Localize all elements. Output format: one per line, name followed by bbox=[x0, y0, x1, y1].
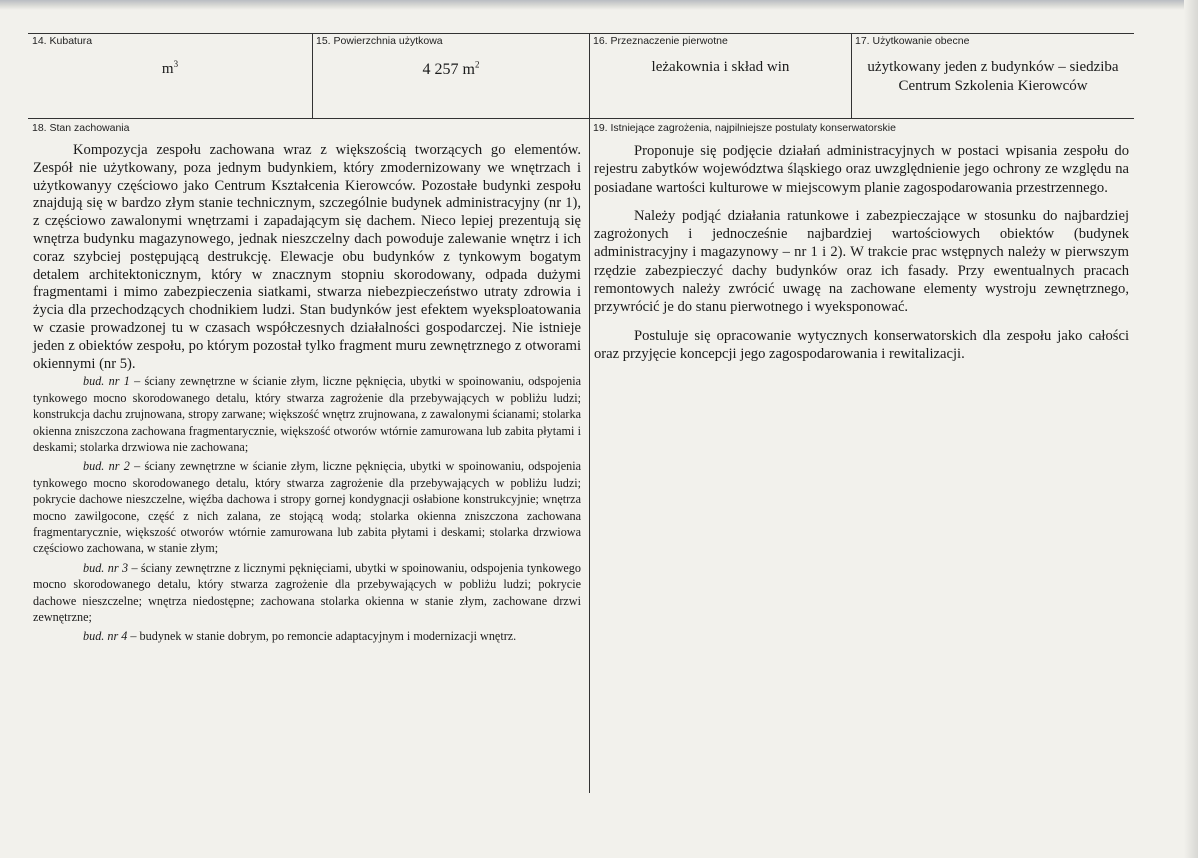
field-17-label: 17. Użytkowanie obecne bbox=[855, 35, 970, 47]
field-17-value-line1: użytkowany jeden z budynków – siedziba bbox=[867, 59, 1119, 75]
field-16-label: 16. Przeznaczenie pierwotne bbox=[593, 35, 728, 47]
field-17-value-line2: Centrum Szkolenia Kierowców bbox=[898, 78, 1088, 94]
scan-right-edge bbox=[1184, 0, 1198, 858]
top-border bbox=[28, 33, 1134, 34]
header-bottom-border bbox=[28, 118, 1134, 119]
field-14-label: 14. Kubatura bbox=[32, 35, 93, 47]
postulate-paragraph-3: Postuluje się opracowanie wytycznych konserwatorskich dla zespołu jako całości oraz przyjęcie koncepcji jego zagospodarowania i rewitalizacji. bbox=[594, 327, 1129, 362]
field-15-value: 4 257 $m^2$ bbox=[422, 59, 480, 78]
building-4-condition: bud. nr 4 – budynek w stanie dobrym, po remoncie adaptacyjnym i modernizacji wnętrz. bbox=[83, 629, 517, 644]
postulate-paragraph-1: Proponuje się podjęcie działań administracyjnych w postaci wpisania zespołu do rejestru zabytków województwa śląskiego oraz uwzględnienie jego ochrony ze względu na posiadane wartości kulturowe w miejscowym planie zagospodarowania przestrzennego. bbox=[594, 143, 1129, 196]
building-1-name: bud. nr 1 bbox=[83, 374, 130, 389]
scan-top-edge bbox=[0, 0, 1198, 10]
field-18-content bbox=[33, 142, 581, 645]
building-1-condition: bud. nr 1 – ściany zewnętrzne w ścianie złym, liczne pęknięcia, ubytki w spoinowaniu, odspojenia tynkowego mocno skorodowanego detalu, który stwarza zagrożenie dla przebywających w pobliżu ludzi; konstrukcja dachu zrujnowana, stropy zarwane; większość wnętrz zrujnowana, z zawalonymi ścianami; stolarka okienna zniszczona zachowana fragmentarycznie, większość otworów wtórnie zamurowana lub zabita płytami i deskami; stolarka drzwiowa nie zachowana; bbox=[33, 374, 581, 454]
field-14-value: $m^3$ bbox=[161, 59, 179, 77]
building-2-name: bud. nr 2 bbox=[83, 459, 130, 474]
building-3-name: bud. nr 3 bbox=[83, 560, 129, 575]
field-15-label: 15. Powierzchnia użytkowa bbox=[316, 35, 443, 47]
postulate-paragraph-2: Należy podjąć działania ratunkowe i zabezpieczające w stosunku do najbardziej zagrożonych i jednocześnie najbardziej wartościowych obiektów (budynek administracyjny i magazynowy – nr 1 i 2). W trakcie prac wstępnych należy w pierwszym rzędzie zabezpieczyć dachy budynków oraz ich fasady. Przy ewentualnych pracach remontowych należy zwrócić uwagę na zachowane elementy wystroju zewnętrznego, przywrócić je do stanu pierwotnego i wyeksponować. bbox=[594, 207, 1129, 316]
building-4-name: bud. nr 4 bbox=[83, 629, 128, 644]
condition-intro: Kompozycja zespołu zachowana wraz z większością tworzących go elementów. Zespół nie użytkowany, poza jednym budynkiem, który zmodernizowany we wnętrzach i użytkowanyy częściowo jako Centrum Kształcenia Kierowców. Pozostałe budynki zespołu znajdują się w bardzo złym stanie technicznym, szczególnie budynek administracyjny (nr 1), z częściowo zawalonymi wnętrzami i zapadającym się dachem. Nieco lepiej prezentują się wnętrza budynku magazynowego, jednak nieszczelny dach powoduje zalewanie wnętrz i ich coraz szybciej postępującą destrukcję. Elewacje obu budynków z tynkowym bogatym detalem architektonicznym, który w znacznym stopniu skorodowany, odpada dużymi fragmentami i mimo zabezpieczenia siatkami, stwarza niebezpieczeństwo utraty zdrowia i życia dla przechodzących chodnikiem ludzi. Stan budynków jest efektem wyeksploatowania w czasie prowadzonej tu w czasach współczesnych działalności gospodarczej. Nie istnieje jeden z obiektów zespołu, po którym pozostał tylko fragment muru zewnętrznego z otworami okiennymi (nr 5). bbox=[33, 142, 581, 372]
building-2-condition: bud. nr 2 – ściany zewnętrzne w ścianie złym, liczne pęknięcia, ubytki w spoinowaniu, odspojenia tynkowego mocno skorodowanego detalu, który stwarza zagrożenie dla przebywających w pobliżu ludzi; pokrycie dachowe nieszczelne, więźba dachowa i stropy gornej kondygnacji osłabione konstrukcyjnie; wnętrza mocno zawilgocone, część z nich zalana, ze stojącą wodą; stolarka okienna zniszczona zachowana fragmentarycznie, większość otworów wtórnie zamurowana lub zabita płytami i deskami; stolarka drzwiowa częściowo zachowana, w stanie złym; bbox=[33, 459, 581, 556]
building-3-condition: bud. nr 3 – ściany zewnętrzne z licznymi pęknięciami, ubytki w spoinowaniu, odspojenia tynkowego mocno skorodowanego detalu, który stwarza zagrożenie dla przebywających w pobliżu ludzi; pokrycie dachowe nieszczelne; wnętrza niedostępne; zachowana stolarka okienna w stanie złym, zachowane drzwi zewnętrzne; bbox=[33, 560, 581, 625]
form-sheet bbox=[28, 33, 1134, 793]
center-divider bbox=[589, 33, 590, 793]
field-16-value: leżakownia i skład win bbox=[651, 59, 790, 75]
field-19-content bbox=[594, 142, 1129, 363]
field-19-label: 19. Istniejące zagrożenia, najpilniejsze postulaty konserwatorskie bbox=[593, 122, 896, 134]
field-18-label: 18. Stan zachowania bbox=[32, 122, 130, 134]
field-17-value bbox=[852, 58, 1134, 96]
